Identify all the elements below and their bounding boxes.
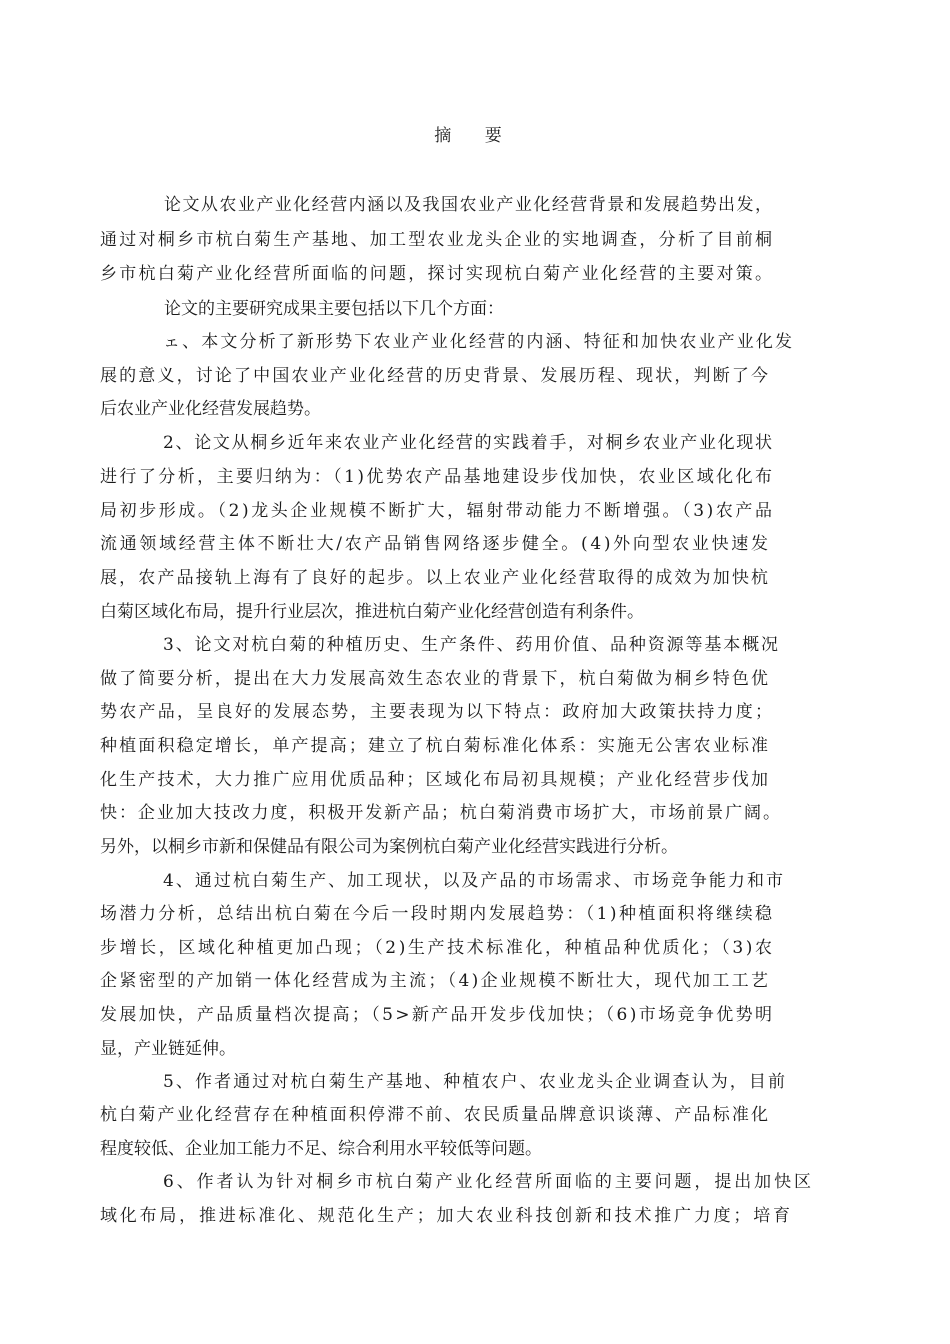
text-line: 步增长，区域化种植更加凸现；（2)生产技术标准化，种植品种优质化；（3)农: [100, 938, 775, 958]
text-line: 程度较低、企业加工能力不足、综合利用水平较低等问题。: [100, 1139, 542, 1159]
text-line: 论文从农业产业化经营内涵以及我国农业产业化经营背景和发展趋势出发，: [164, 195, 774, 215]
text-line: 展的意义，讨论了中国农业产业化经营的历史背景、发展历程、现状，判断了今: [100, 366, 771, 386]
text-line: 场潜力分析，总结出杭白菊在今后一段时期内发展趋势：（1)种植面积将继续稳: [100, 904, 775, 924]
text-line: 白菊区域化布局，提升行业层次，推进杭白菊产业化经营创造有利条件。: [100, 602, 644, 622]
text-line: 进行了分析，主要归纳为：（1)优势农产品基地建设步伐加快，农业区域化化布: [100, 467, 775, 487]
text-line: 通过对桐乡市杭白菊生产基地、加工型农业龙头企业的实地调查，分析了目前桐: [100, 230, 775, 250]
text-line: 后农业产业化经营发展趋势。: [100, 399, 321, 419]
text-line: 5、作者通过对杭白菊生产基地、种植农户、农业龙头企业调查认为，目前: [163, 1072, 788, 1092]
text-line: 显，产业链延伸。: [100, 1039, 236, 1059]
text-line: 乡市杭白菊产业化经营所面临的问题，探讨实现杭白菊产业化经营的主要对策。: [100, 264, 775, 284]
abstract-title: 摘 要: [434, 126, 516, 146]
text-line: 种植面积稳定增长，单产提高；建立了杭白菊标准化体系：实施无公害农业标准: [100, 736, 771, 756]
text-line: 4、通过杭白菊生产、加工现状，以及产品的市场需求、市场竞争能力和市: [163, 871, 786, 891]
text-line: 企紧密型的产加销一体化经营成为主流；（4)企业规模不断壮大，现代加工工艺: [100, 971, 771, 991]
text-line: 另外，以桐乡市新和保健品有限公司为案例杭白菊产业化经营实践进行分析。: [100, 837, 678, 857]
text-line: ェ、本文分析了新形势下农业产业化经营的内涵、特征和加快农业产业化发: [163, 332, 795, 352]
text-line: 流通领域经营主体不断壮大/农产品销售网络逐步健全。(4)外向型农业快速发: [100, 534, 771, 554]
text-line: 发展加快，产品质量档次提高；（5>新产品开发步伐加快；（6)市场竞争优势明: [100, 1005, 775, 1025]
text-line: 局初步形成。（2)龙头企业规模不断扩大，辐射带动能力不断增强。（3)农产品: [100, 501, 775, 521]
text-line: 3、论文对杭白菊的种植历史、生产条件、药用价值、品种资源等基本概况: [163, 635, 780, 655]
text-line: 势农产品，呈良好的发展态势，主要表现为以下特点：政府加大政策扶持力度；: [100, 702, 775, 722]
text-line: 做了简要分析，提出在大力发展高效生态农业的背景下，杭白菊做为桐乡特色优: [100, 669, 771, 689]
text-line: 2、论文从桐乡近年来农业产业化经营的实践着手，对桐乡农业产业化现状: [163, 433, 774, 453]
text-line: 6、作者认为针对桐乡市杭白菊产业化经营所面临的主要问题，提出加快区: [163, 1172, 814, 1192]
text-line: 域化布局，推进标准化、规范化生产；加大农业科技创新和技术推广力度；培育: [100, 1206, 793, 1226]
text-line: 快：企业加大技改力度，积极开发新产品；杭白菊消费市场扩大，市场前景广阔。: [100, 803, 782, 823]
text-line: 化生产技术，大力推广应用优质品种；区域化布局初具规模；产业化经营步伐加: [100, 770, 771, 790]
text-line: 展，农产品接轨上海有了良好的起步。以上农业产业化经营取得的成效为加快杭: [100, 568, 771, 588]
text-line: 杭白菊产业化经营存在种植面积停滞不前、农民质量品牌意识谈薄、产品标准化: [100, 1105, 771, 1125]
text-line: 论文的主要研究成果主要包括以下几个方面：: [164, 299, 504, 319]
